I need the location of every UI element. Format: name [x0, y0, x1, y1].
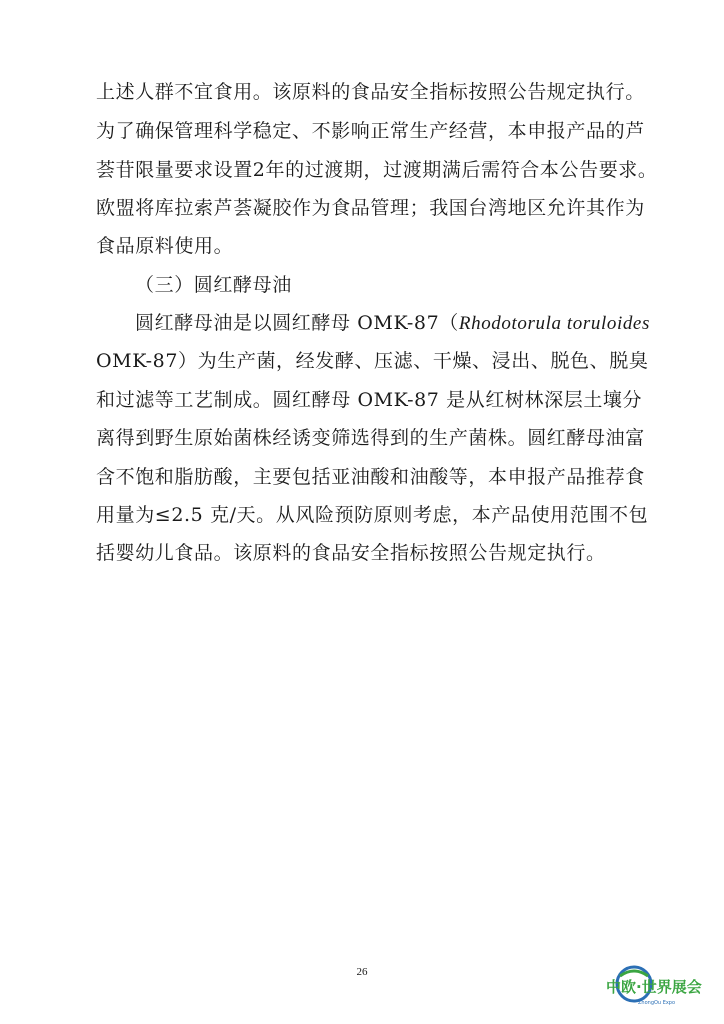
- logo-text: 中欧·世界展会: [606, 978, 702, 996]
- paragraph-2-line-1-text: 圆红酵母油是以圆红酵母 OMK-87（: [135, 312, 459, 334]
- paragraph-1-line-3: 荟苷限量要求设置2年的过渡期，过渡期满后需符合本公告要求。: [96, 159, 658, 181]
- paragraph-1-line-1: 上述人群不宜食用。该原料的食品安全指标按照公告规定执行。: [96, 81, 645, 103]
- logo-subtext: ZhongOu Expo: [638, 1000, 676, 1006]
- paragraph-2-line-7: 括婴幼儿食品。该原料的食品安全指标按照公告规定执行。: [96, 542, 606, 564]
- paragraph-2-line-1: [135, 311, 650, 336]
- paragraph-2-line-4: 离得到野生原始菌株经诱变筛选得到的生产菌株。圆红酵母油富: [96, 427, 645, 449]
- paragraph-2-line-6: 用量为≤2.5 克/天。从风险预防原则考虑，本产品使用范围不包: [96, 504, 649, 526]
- paragraph-2-line-2: OMK-87）为生产菌，经发酵、压滤、干燥、浸出、脱色、脱臭: [96, 350, 649, 372]
- section-heading: （三）圆红酵母油: [135, 274, 292, 296]
- expo-logo: [598, 962, 716, 1012]
- paragraph-1-line-4: 欧盟将库拉索芦荟凝胶作为食品管理；我国台湾地区允许其作为: [96, 197, 645, 219]
- paragraph-2-line-5: 含不饱和脂肪酸，主要包括亚油酸和油酸等，本申报产品推荐食: [96, 466, 645, 488]
- paragraph-2-line-3: 和过滤等工艺制成。圆红酵母 OMK-87 是从红树林深层土壤分: [96, 389, 643, 411]
- paragraph-1-line-5: 食品原料使用。: [96, 235, 234, 257]
- paragraph-1-line-2: 为了确保管理科学稳定、不影响正常生产经营，本申报产品的芦: [96, 120, 645, 142]
- species-name-italic: Rhodotorula toruloides: [458, 313, 650, 334]
- page-number: 26: [356, 966, 368, 978]
